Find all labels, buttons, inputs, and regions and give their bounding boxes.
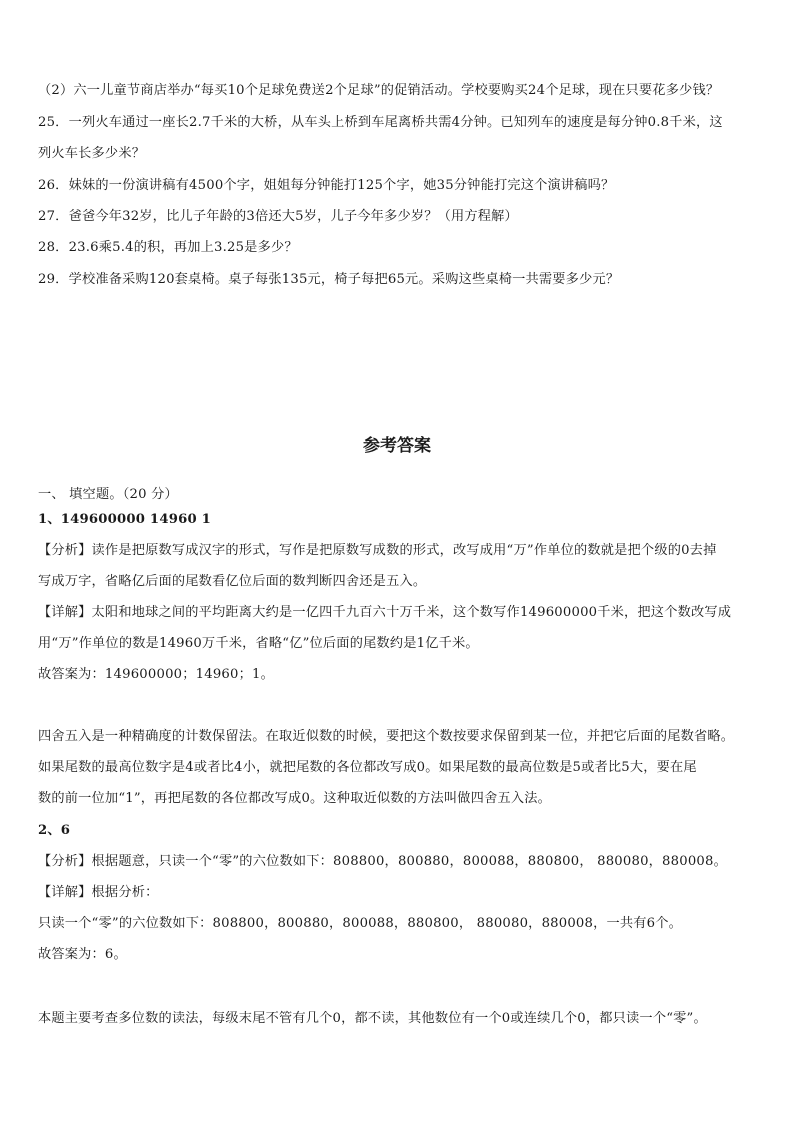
question-27: 27．爸爸今年32岁，比儿子年龄的3倍还大5岁，儿子今年多少岁？（用方程解） — [38, 209, 518, 224]
answer-2-header: 2、6 — [38, 823, 71, 838]
question-25-line-1: 25．一列火车通过一座长2.7千米的大桥，从车头上桥到车尾离桥共需4分钟。已知列车的速度是每分钟0.8千米，这 — [38, 115, 723, 130]
answer-1-detail-line-2: 用“万”作单位的数是14960万千米，省略“亿”位后面的尾数约是1亿千米。 — [38, 636, 479, 651]
answer-1-analysis-line-1: 【分析】读作是把原数写成汉字的形式，写作是把原数写成数的形式，改写成用“万”作单位的数就是把个级的0去掉 — [38, 543, 717, 558]
answer-2-note: 本题主要考查多位数的读法，每级末尾不管有几个0，都不读，其他数位有一个0或连续几个0，都只读一个“零”。 — [38, 1011, 707, 1026]
answer-1-detail-line-1: 【详解】太阳和地球之间的平均距离大约是一亿四千九百六十万千米，这个数写作149600000千米，把这个数改写成 — [38, 605, 732, 620]
question-29: 29．学校准备采购120套桌椅。桌子每张135元，椅子每把65元。采购这些桌椅一共需要多少元？ — [38, 272, 620, 287]
answer-1-analysis-line-2: 写成万字，省略亿后面的尾数看亿位后面的数判断四舍还是五入。 — [38, 574, 427, 589]
answer-2-detail-text: 只读一个“零”的六位数如下：808800，800880，800088，880800， 880080，880008，一共有6个。 — [38, 916, 683, 931]
answer-2-analysis: 【分析】根据题意，只读一个“零”的六位数如下：808800，800880，800088，880800， 880080，880008。 — [38, 854, 727, 869]
question-24-part-2: （2）六一儿童节商店举办“每买10个足球免费送2个足球”的促销活动。学校要购买24个足球，现在只要花多少钱？ — [38, 83, 720, 98]
answer-1-note-line-3: 数的前一位加“1”，再把尾数的各位都改写成0。这种取近似数的方法叫做四舍五入法。 — [38, 791, 552, 806]
answer-1-note-line-1: 四舍五入是一种精确度的计数保留法。在取近似数的时候，要把这个数按要求保留到某一位，并把它后面的尾数省略。 — [38, 729, 735, 744]
answer-2-detail-label: 【详解】根据分析： — [38, 885, 159, 900]
question-26: 26．妹妹的一份演讲稿有4500个字，姐姐每分钟能打125个字，她35分钟能打完这个演讲稿吗？ — [38, 178, 615, 193]
answer-1-header: 1、149600000 14960 1 — [38, 512, 211, 527]
answer-1-result: 故答案为：149600000；14960；1。 — [38, 667, 274, 682]
section-1-heading: 一、 填空题。（20 分） — [38, 487, 178, 502]
question-25-line-2: 列火车长多少米？ — [38, 146, 146, 161]
answer-2-result: 故答案为：6。 — [38, 947, 127, 962]
answer-1-note-line-2: 如果尾数的最高位数字是4或者比4小，就把尾数的各位都改写成0。如果尾数的最高位数是5或者比5大，要在尾 — [38, 760, 697, 775]
question-28: 28．23.6乘5.4的积，再加上3.25是多少？ — [38, 240, 298, 255]
answers-title: 参考答案 — [363, 436, 431, 456]
